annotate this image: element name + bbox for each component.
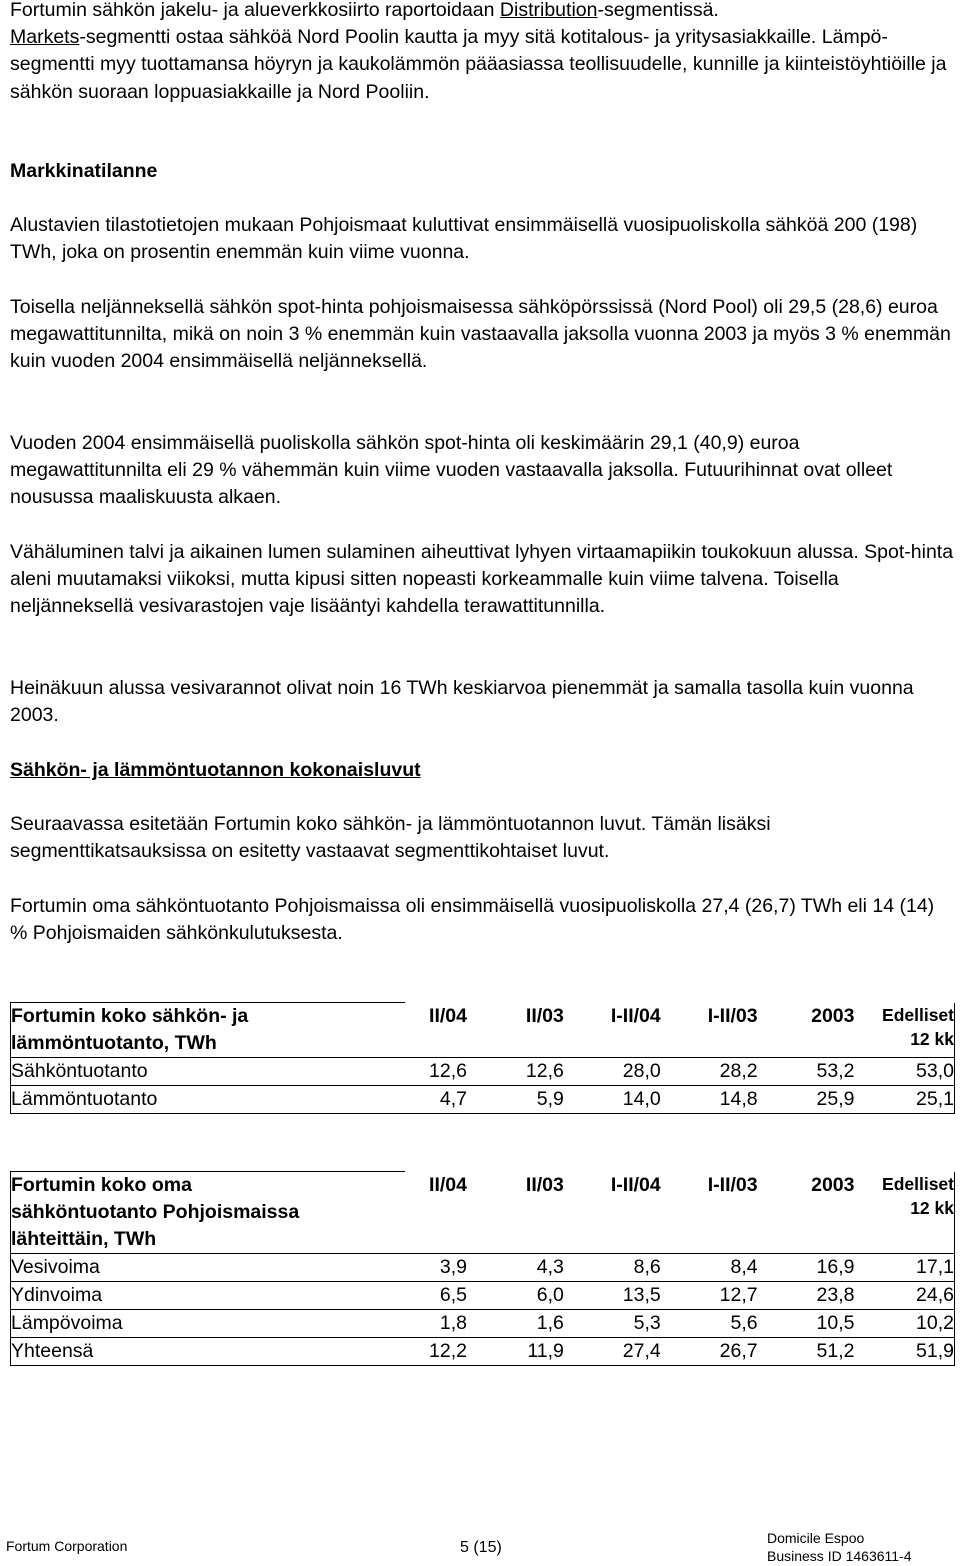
table-cell: 16,9 — [758, 1254, 855, 1282]
table-cell: 51,2 — [758, 1338, 855, 1366]
table-cell: 28,2 — [661, 1058, 758, 1086]
table-cell: 28,0 — [564, 1058, 661, 1086]
table-cell: 51,9 — [855, 1338, 955, 1366]
production-paragraph-2: Fortumin oma sähköntuotanto Pohjoismaissa oli ensimmäisellä vuosipuoliskolla 27,4 (26,7) TWh eli 14 (14) % Pohjoismaiden sähkönkulutuksesta. — [10, 895, 935, 945]
table-cell: 14,8 — [661, 1086, 758, 1114]
column-header: 2003 — [758, 1172, 855, 1254]
table-row — [11, 1310, 955, 1338]
total-production-table — [10, 1002, 955, 1114]
column-header: Edelliset 12 kk — [855, 1172, 955, 1254]
table-cell: 53,2 — [758, 1058, 855, 1086]
row-label: Ydinvoima — [11, 1282, 406, 1310]
production-by-source-table — [10, 1171, 955, 1366]
table-row — [11, 1338, 955, 1366]
row-label: Lämmöntuotanto — [11, 1086, 406, 1114]
table-title: Fortumin koko oma sähköntuotanto Pohjoismaissa lähteittäin, TWh — [11, 1172, 406, 1254]
table-cell: 6,0 — [467, 1282, 564, 1310]
table-cell: 5,9 — [467, 1086, 564, 1114]
table-cell: 17,1 — [855, 1254, 955, 1282]
market-paragraph-2: Toisella neljänneksellä sähkön spot-hinta pohjoismaisessa sähköpörssissä (Nord Pool) oli 29,5 (28,6) euroa megawattitunnilta, mikä on noin 3 % enemmän kuin vastaavalla jaksolla vuonna 2003 ja myös 3 % enemmän kuin vuoden 2004 ensimmäisellä neljänneksellä. — [10, 296, 951, 373]
intro-text-3: -segmentti ostaa sähköä Nord Poolin kautta ja myy sitä kotitalous- ja yritysasiakkaille. Lämpö-segmentti myy tuottamansa höyryn ja kaukolämmön pääasiassa teollisuudelle, kunnille ja kiinteistöyhtiöille ja sähkön suoraan loppuasiakkaille ja Nord Pooliin. — [10, 26, 947, 103]
column-header: I-II/04 — [564, 1172, 661, 1254]
column-header: I-II/04 — [564, 1003, 661, 1058]
table-title: Fortumin koko sähkön- ja lämmöntuotanto, TWh — [11, 1003, 406, 1058]
market-paragraph-1: Alustavien tilastotietojen mukaan Pohjoismaat kuluttivat ensimmäisellä vuosipuoliskolla sähköä 200 (198) TWh, joka on prosentin enemmän kuin viime vuonna. — [10, 214, 918, 264]
table-cell: 13,5 — [564, 1282, 661, 1310]
row-label: Lämpövoima — [11, 1310, 406, 1338]
table-cell: 1,8 — [405, 1310, 467, 1338]
table-row — [11, 1086, 955, 1114]
footer-company: Fortum Corporation — [6, 1538, 128, 1554]
table-cell: 4,3 — [467, 1254, 564, 1282]
footer-domicile: Domicile Espoo — [767, 1530, 865, 1546]
production-heading: Sähkön- ja lämmöntuotannon kokonaisluvut — [10, 759, 421, 781]
table-cell: 12,6 — [467, 1058, 564, 1086]
table-cell: 26,7 — [661, 1338, 758, 1366]
distribution-link: Distribution — [499, 0, 598, 21]
market-paragraph-3: Vuoden 2004 ensimmäisellä puoliskolla sähkön spot-hinta oli keskimäärin 29,1 (40,9) euroa megawattitunnilta eli 29 % vähemmän kuin viime vuoden vastaavalla jaksolla. Futuurihinnat ovat olleet nousussa maaliskuusta alkaen. — [10, 432, 893, 509]
table-cell: 1,6 — [467, 1310, 564, 1338]
market-paragraph-5: Heinäkuun alussa vesivarannot olivat noin 16 TWh keskiarvoa pienemmät ja samalla tasolla kuin vuonna 2003. — [10, 677, 914, 727]
table-cell: 14,0 — [564, 1086, 661, 1114]
column-header: I-II/03 — [661, 1172, 758, 1254]
table-cell: 8,4 — [661, 1254, 758, 1282]
table-row — [11, 1254, 955, 1282]
table-cell: 4,7 — [405, 1086, 467, 1114]
table-row — [11, 1282, 955, 1310]
intro-text-2: -segmentissä. — [597, 0, 719, 21]
market-heading: Markkinatilanne — [10, 160, 158, 182]
table-cell: 10,5 — [758, 1310, 855, 1338]
intro-text-1: Fortumin sähkön jakelu- ja alueverkkosiirto raportoidaan — [10, 0, 500, 21]
column-header: II/03 — [467, 1003, 564, 1058]
table-cell: 25,1 — [855, 1086, 955, 1114]
footer-business-id: Business ID 1463611-4 — [767, 1548, 912, 1564]
table-cell: 8,6 — [564, 1254, 661, 1282]
column-header: II/04 — [405, 1172, 467, 1254]
markets-link: Markets — [10, 26, 80, 49]
column-header: II/03 — [467, 1172, 564, 1254]
market-paragraph-4: Vähäluminen talvi ja aikainen lumen sulaminen aiheuttivat lyhyen virtaamapiikin toukokuun alussa. Spot-hinta aleni muutamaksi viikoksi, mutta kipusi sitten nopeasti korkeammalle kuin viime talvena. Toisella neljänneksellä vesivarastojen vaje lisääntyi kahdella terawattitunnilla. — [10, 541, 954, 618]
table-cell: 12,2 — [405, 1338, 467, 1366]
table-cell: 12,7 — [661, 1282, 758, 1310]
table-cell: 3,9 — [405, 1254, 467, 1282]
table-cell: 11,9 — [467, 1338, 564, 1366]
intro-paragraph — [10, 0, 955, 106]
table-row — [11, 1058, 955, 1086]
table-header-row — [11, 1172, 955, 1254]
row-label: Sähköntuotanto — [11, 1058, 406, 1086]
column-header: I-II/03 — [661, 1003, 758, 1058]
table-header-row — [11, 1003, 955, 1058]
table-cell: 53,0 — [855, 1058, 955, 1086]
table-cell: 27,4 — [564, 1338, 661, 1366]
row-label: Yhteensä — [11, 1338, 406, 1366]
column-header: II/04 — [405, 1003, 467, 1058]
table-cell: 5,3 — [564, 1310, 661, 1338]
table-cell: 25,9 — [758, 1086, 855, 1114]
table-cell: 24,6 — [855, 1282, 955, 1310]
table-cell: 5,6 — [661, 1310, 758, 1338]
table-cell: 10,2 — [855, 1310, 955, 1338]
column-header: Edelliset 12 kk — [855, 1003, 955, 1058]
table-cell: 23,8 — [758, 1282, 855, 1310]
column-header: 2003 — [758, 1003, 855, 1058]
row-label: Vesivoima — [11, 1254, 406, 1282]
table-cell: 6,5 — [405, 1282, 467, 1310]
table-cell: 12,6 — [405, 1058, 467, 1086]
footer-page-number: 5 (15) — [460, 1539, 502, 1556]
production-paragraph-1: Seuraavassa esitetään Fortumin koko sähkön- ja lämmöntuotannon luvut. Tämän lisäksi segmenttikatsauksissa on esitetty vastaavat segmenttikohtaiset luvut. — [10, 813, 771, 863]
